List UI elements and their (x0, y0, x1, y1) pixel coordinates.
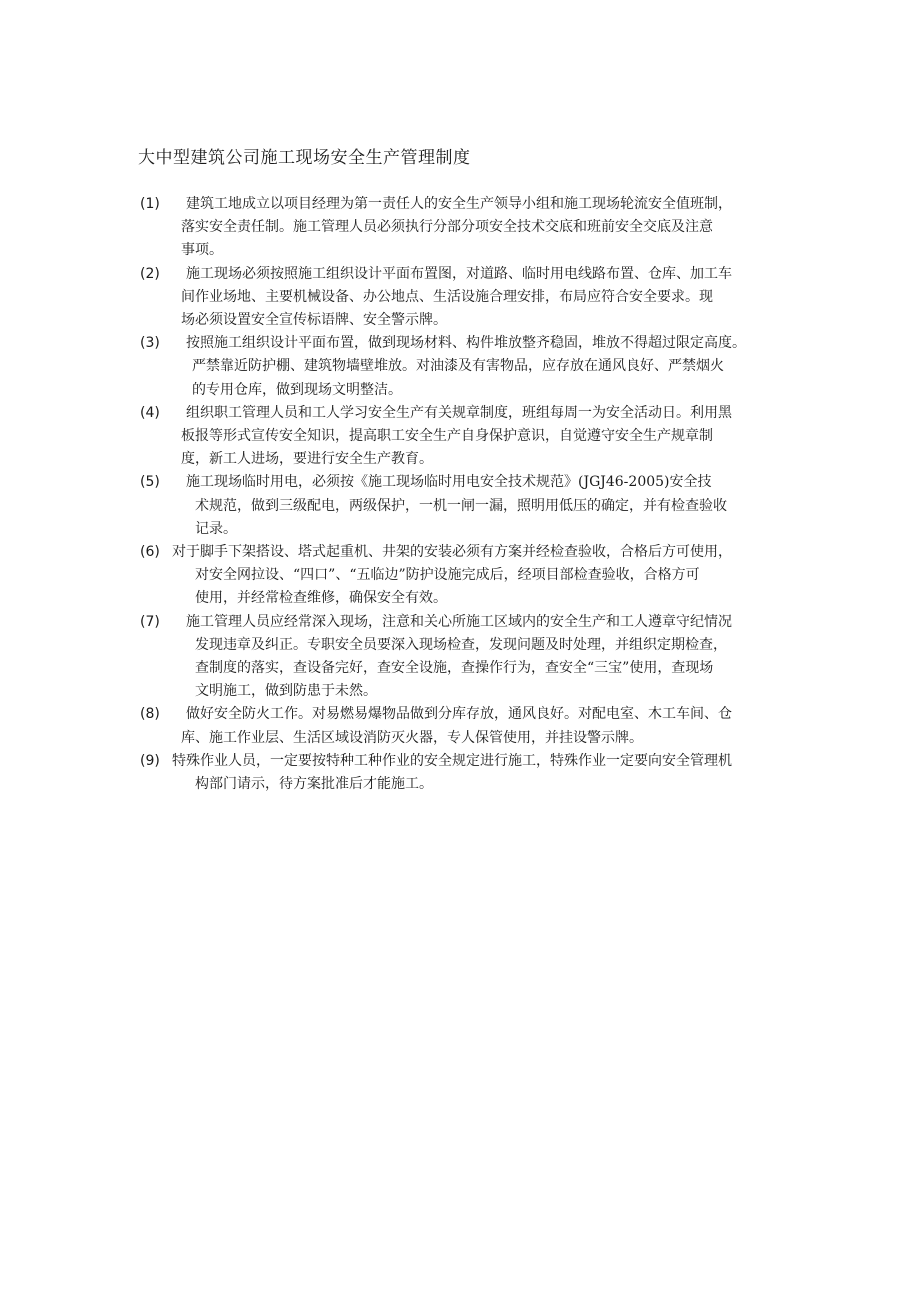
item-text-line: 施工管理人员应经常深入现场，注意和关心所施工区域内的安全生产和工人遵章守纪情况 (186, 613, 732, 630)
item-number: (3) (140, 335, 160, 352)
regulation-item (140, 471, 795, 541)
item-text-line: 板报等形式宣传安全知识，提高职工安全生产自身保护意识，自觉遵守安全生产规章制 (181, 428, 713, 445)
item-text-line: 组织职工管理人员和工人学习安全生产有关规章制度，班组每周一为安全活动日。利用黑 (186, 404, 732, 421)
item-number: (8) (140, 706, 160, 723)
item-number: (9) (140, 752, 160, 769)
item-text-line: 的专用仓库，做到现场文明整洁。 (192, 381, 402, 398)
item-number: (1) (140, 196, 160, 212)
item-text-line: 施工现场必须按照施工组织设计平面布置图，对道路、临时用电线路布置、仓库、加工车 (186, 265, 732, 282)
regulation-item (140, 611, 795, 704)
item-text-line: 按照施工组织设计平面布置，做到现场材料、构件堆放整齐稳固，堆放不得超过限定高度。 (186, 335, 746, 352)
item-text-line: 事项。 (181, 242, 223, 259)
item-number: (6) (140, 544, 160, 561)
item-text-line: 使用，并经常检查维修，确保安全有效。 (195, 590, 447, 607)
regulation-item (140, 263, 795, 333)
item-number: (5) (140, 474, 160, 491)
item-text-line: 落实安全责任制。施工管理人员必须执行分部分项安全技术交底和班前安全交底及注意 (181, 219, 713, 236)
regulation-item (140, 541, 795, 611)
item-text-line: 做好安全防火工作。对易燃易爆物品做到分库存放，通风良好。对配电室、木工车间、仓 (186, 706, 732, 723)
item-text-line: 查制度的落实，查设备完好，查安全设施，查操作行为，查安全“三宝”使用，查现场 (195, 660, 714, 677)
regulation-item (140, 193, 795, 263)
item-text-line: 严禁靠近防护棚、建筑物墙壁堆放。对油漆及有害物品，应存放在通风良好、严禁烟火 (192, 358, 724, 375)
item-number: (2) (140, 265, 160, 282)
regulation-item (140, 332, 795, 402)
regulation-item (140, 750, 795, 796)
item-text-line: 对于脚手下架搭设、塔式起重机、井架的安装必须有方案并经检查验收，合格后方可使用， (172, 544, 732, 561)
item-text-line: 文明施工，做到防患于未然。 (195, 683, 377, 700)
item-text-line: 度，新工人进场，要进行安全生产教育。 (181, 451, 433, 468)
regulation-item (140, 402, 795, 472)
item-number: (4) (140, 404, 160, 421)
item-text-line: 发现违章及纠正。专职安全员要深入现场检查，发现问题及时处理，并组织定期检查， (195, 636, 727, 653)
item-text-line: 库、施工作业层、生活区域设消防灭火器，专人保管使用，并挂设警示牌。 (181, 729, 643, 746)
item-text-line: 记录。 (195, 520, 237, 537)
item-text-line: 术规范，做到三级配电，两级保护，一机一闸一漏，照明用低压的确定，并有检查验收 (195, 497, 727, 514)
item-text-line: 建筑工地成立以项目经理为第一责任人的安全生产领导小组和施工现场轮流安全值班制， (186, 196, 732, 212)
document-title: 大中型建筑公司施工现场安全生产管理制度 (138, 148, 471, 168)
item-text-line: 对安全网拉设、“四口”、“五临边”防护设施完成后，经项目部检查验收，合格方可 (195, 567, 700, 584)
regulation-list (140, 193, 795, 796)
item-text-line: 施工现场临时用电，必须按《施工现场临时用电安全技术规范》(JGJ46-2005)安全技 (186, 474, 712, 491)
item-text-line: 间作业场地、主要机械设备、办公地点、生活设施合理安排，布局应符合安全要求。现 (181, 288, 713, 305)
item-number: (7) (140, 613, 160, 630)
item-text-line: 构部门请示，待方案批准后才能施工。 (195, 776, 433, 793)
item-text-line: 特殊作业人员，一定要按特种工种作业的安全规定进行施工，特殊作业一定要向安全管理机 (172, 752, 732, 769)
item-text-line: 场必须设置安全宣传标语牌、安全警示牌。 (181, 312, 447, 329)
regulation-item (140, 703, 795, 749)
